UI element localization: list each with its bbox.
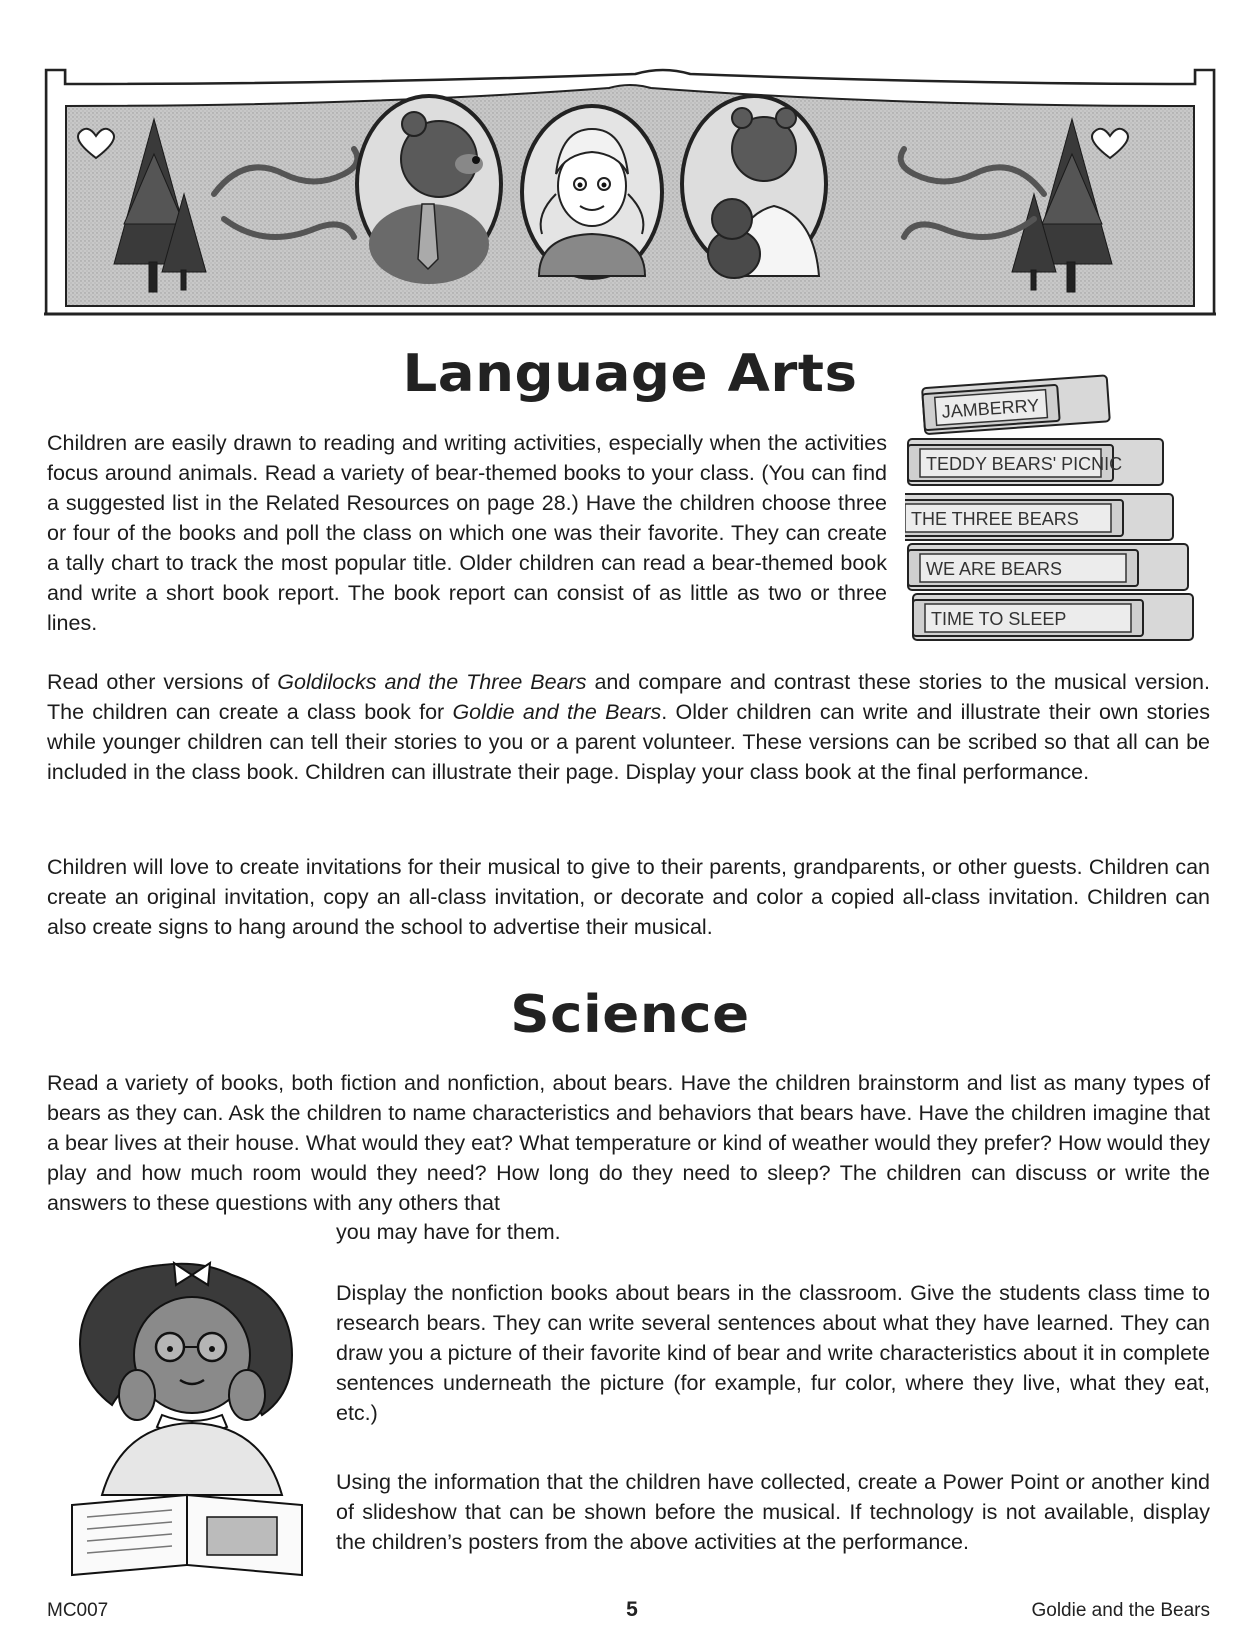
book-title-goldie: Goldie and the Bears <box>452 700 662 724</box>
footer-book-title: Goldie and the Bears <box>1031 1600 1210 1621</box>
section-title-language-arts: Language Arts <box>402 344 858 404</box>
science-paragraph-2: Display the nonfiction books about bears in the classroom. Give the students class time to research bears. They can write several sentences about what they have learned. They can draw you a picture of their favorite kind of bear and write characteristics about it in complete sentences underneath the picture (for example, fur color, where they live, what they eat, etc.) <box>336 1281 1210 1425</box>
science-paragraph-1-end: you may have for them. <box>336 1220 561 1244</box>
book-stack-illustration <box>905 345 1205 665</box>
footer-page-number: 5 <box>626 1598 638 1621</box>
book-spine <box>913 594 1193 640</box>
book-title-label: TIME TO SLEEP <box>931 609 1067 629</box>
language-arts-paragraph-3: Children will love to create invitations for their musical to give to their parents, grandparents, or other guests. Children can create an original invitation, copy an all-class invitation, or decorate and color a copied all-class invitation. Children can also create signs to hang around the school to advertise their musical. <box>47 855 1210 939</box>
footer-product-code: MC007 <box>47 1600 109 1621</box>
book-title-label: TEDDY BEARS' PICNIC <box>926 454 1123 474</box>
book-title-goldilocks: Goldilocks and the Three Bears <box>277 670 587 694</box>
book-spine <box>905 494 1173 540</box>
science-paragraph-3: Using the information that the children have collected, create a Power Point or another kind of slideshow that can be shown before the musical. If technology is not available, display the children’s posters from the above activities at the performance. <box>336 1470 1210 1554</box>
book-title-label: THE THREE BEARS <box>911 509 1079 529</box>
section-title-science: Science <box>510 985 750 1045</box>
book-spine <box>908 439 1163 485</box>
header-banner-illustration <box>44 44 1216 316</box>
book-spine <box>922 375 1110 434</box>
language-arts-paragraph-2: Read other versions of Goldilocks and the Three Bears and compare and contrast these stories to the musical version. The children can create a class book for Goldie and the Bears. Older children can write and illustrate their own stories while younger children can tell their stories to you or a parent volunteer. These versions can be scribed so that all can be included in the class book. Children can illustrate their page. Display your class book at the final performance. <box>47 670 1210 784</box>
book-title-label: JAMBERRY <box>941 395 1040 422</box>
book-title-label: WE ARE BEARS <box>926 559 1063 579</box>
book-spine <box>908 544 1188 590</box>
girl-reading-illustration <box>52 1255 327 1580</box>
language-arts-paragraph-1: Children are easily drawn to reading and writing activities, especially when the activities focus around animals. Read a variety of bear-themed books to your class. (You can find a suggested list in the Related Resources on page 28.) Have the children choose three or four of the books and poll the class on which one was their favorite. They can create a tally chart to track the most popular title. Older children can read a bear-themed book and write a short book report. The book report can consist of as little as two or three lines. <box>47 431 887 635</box>
science-paragraph-1: Read a variety of books, both fiction and nonfiction, about bears. Have the children brainstorm and list as many types of bears as they can. Ask the children to name characteristics and behaviors that bears have. Have the children imagine that a bear lives at their house. What would they eat? What temperature or kind of weather would they prefer? How would they play and how much room would they need? How long do they need to sleep? The children can discuss or write the answers to these questions with any others that <box>47 1071 1210 1215</box>
